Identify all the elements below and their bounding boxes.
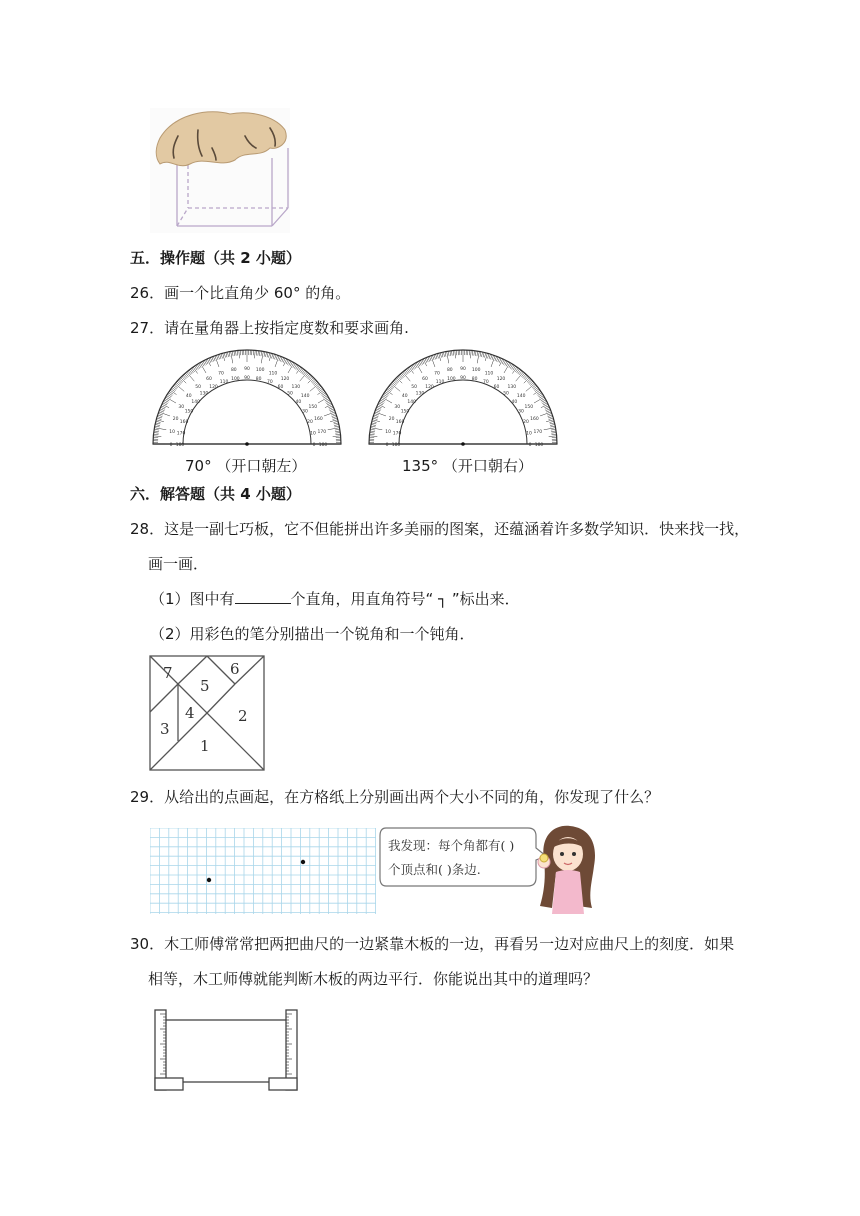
svg-text:50: 50 <box>411 384 418 390</box>
svg-text:0: 0 <box>312 443 316 448</box>
protractor-1-caption: 70° （开口朝左） <box>185 457 307 475</box>
tangram-label-6: 6 <box>230 660 240 678</box>
svg-text:140: 140 <box>191 399 200 405</box>
question-28-line1: 28．这是一副七巧板，它不但能拼出许多美丽的图案，还蕴涵着许多数学知识．快来找一找， <box>130 520 750 538</box>
svg-text:170: 170 <box>392 431 402 437</box>
svg-text:20: 20 <box>388 417 395 423</box>
svg-text:120: 120 <box>425 384 434 390</box>
svg-text:60: 60 <box>277 384 284 390</box>
tangram-label-5: 5 <box>200 677 210 695</box>
svg-text:40: 40 <box>295 399 302 405</box>
svg-text:10: 10 <box>385 429 392 435</box>
section-6-title: 六．解答题（共 4 小题） <box>130 485 301 503</box>
answer-blank[interactable] <box>235 589 291 604</box>
question-27: 27．请在量角器上按指定度数和要求画角. <box>130 319 409 337</box>
svg-text:70: 70 <box>483 380 489 386</box>
svg-text:110: 110 <box>435 380 445 386</box>
svg-text:170: 170 <box>533 429 543 435</box>
question-28-sub2: （2）用彩色的笔分别描出一个锐角和一个钝角． <box>150 625 475 643</box>
question-29: 29．从给出的点画起，在方格纸上分别画出两个大小不同的角，你发现了什么？ <box>130 788 660 806</box>
svg-text:70: 70 <box>218 371 224 377</box>
svg-text:90: 90 <box>244 367 250 372</box>
section-5-title: 五．操作题（共 2 小题） <box>130 249 301 267</box>
svg-text:60: 60 <box>422 377 428 383</box>
svg-text:100: 100 <box>447 377 456 383</box>
covered-box-image <box>150 108 290 233</box>
tangram-label-3: 3 <box>160 720 170 738</box>
svg-text:10: 10 <box>310 431 316 437</box>
svg-text:60: 60 <box>493 384 500 390</box>
svg-text:30: 30 <box>518 409 524 415</box>
svg-text:50: 50 <box>503 391 509 397</box>
svg-text:110: 110 <box>219 380 229 386</box>
svg-text:30: 30 <box>394 405 401 410</box>
svg-text:50: 50 <box>287 391 293 397</box>
svg-text:150: 150 <box>400 409 410 415</box>
bubble-line-2: 个顶点和( )条边. <box>388 862 481 877</box>
question-26: 26．画一个比直角少 60° 的角。 <box>130 284 351 302</box>
svg-text:30: 30 <box>302 409 308 415</box>
start-point-1 <box>207 878 211 882</box>
svg-text:120: 120 <box>280 377 290 383</box>
protractor-2 <box>366 342 561 448</box>
svg-text:140: 140 <box>407 399 416 405</box>
svg-text:120: 120 <box>496 377 506 383</box>
svg-text:170: 170 <box>176 431 186 437</box>
svg-text:140: 140 <box>300 394 310 400</box>
svg-text:50: 50 <box>195 384 202 390</box>
svg-text:70: 70 <box>267 380 273 386</box>
svg-text:150: 150 <box>308 405 318 410</box>
tangram-label-7: 7 <box>163 664 173 682</box>
svg-text:80: 80 <box>446 368 453 374</box>
svg-text:180: 180 <box>175 443 185 448</box>
svg-text:20: 20 <box>307 420 313 426</box>
svg-text:90: 90 <box>460 367 466 372</box>
svg-text:40: 40 <box>401 394 408 400</box>
svg-text:80: 80 <box>255 377 262 383</box>
svg-text:20: 20 <box>172 417 179 423</box>
svg-text:0: 0 <box>385 443 389 448</box>
svg-text:100: 100 <box>255 368 265 374</box>
svg-text:90: 90 <box>460 376 466 381</box>
tangram-figure <box>148 654 266 772</box>
svg-text:180: 180 <box>318 443 328 448</box>
svg-text:70: 70 <box>434 371 440 377</box>
grid-paper[interactable] <box>150 828 376 914</box>
svg-text:130: 130 <box>507 384 517 390</box>
sub1-suffix: 个直角，用直角符号“ ┐ ”标出来． <box>290 590 520 608</box>
tangram-label-1: 1 <box>200 737 210 755</box>
svg-text:40: 40 <box>185 394 192 400</box>
svg-text:10: 10 <box>526 431 532 437</box>
protractor-1 <box>150 342 345 448</box>
svg-text:120: 120 <box>209 384 218 390</box>
svg-text:110: 110 <box>268 371 278 377</box>
svg-text:10: 10 <box>169 429 176 435</box>
tangram-label-4: 4 <box>185 704 195 722</box>
svg-text:110: 110 <box>484 371 494 377</box>
svg-text:0: 0 <box>528 443 532 448</box>
protractor-2-caption: 135° （开口朝右） <box>402 457 533 475</box>
svg-text:180: 180 <box>534 443 544 448</box>
svg-text:30: 30 <box>178 405 185 410</box>
tangram-label-2: 2 <box>238 707 248 725</box>
board-with-squares <box>150 1006 302 1096</box>
svg-text:90: 90 <box>244 376 250 381</box>
svg-text:100: 100 <box>231 377 240 383</box>
svg-text:160: 160 <box>395 420 405 426</box>
question-28-line2: 画一画． <box>148 555 209 573</box>
svg-text:160: 160 <box>179 420 189 426</box>
svg-text:40: 40 <box>511 399 518 405</box>
svg-text:180: 180 <box>391 443 401 448</box>
question-28-sub1 <box>150 589 520 609</box>
svg-text:150: 150 <box>184 409 194 415</box>
sub1-prefix: （1）图中有 <box>150 590 235 608</box>
svg-text:0: 0 <box>169 443 173 448</box>
svg-text:140: 140 <box>516 394 526 400</box>
svg-text:80: 80 <box>471 377 478 383</box>
start-point-2 <box>301 860 305 864</box>
svg-text:130: 130 <box>199 391 209 397</box>
question-30-line2: 相等，木工师傅就能判断木板的两边平行．你能说出其中的道理吗？ <box>148 970 599 988</box>
girl-illustration <box>532 822 602 916</box>
svg-text:80: 80 <box>230 368 237 374</box>
svg-text:60: 60 <box>206 377 212 383</box>
svg-text:130: 130 <box>415 391 425 397</box>
svg-text:150: 150 <box>524 405 534 410</box>
svg-text:160: 160 <box>314 417 323 423</box>
svg-text:100: 100 <box>471 368 481 374</box>
svg-text:20: 20 <box>523 420 529 426</box>
svg-text:160: 160 <box>530 417 539 423</box>
bubble-line-1: 我发现：每个角都有( ) <box>388 838 515 853</box>
svg-text:170: 170 <box>317 429 327 435</box>
question-30-line1: 30．木工师傅常常把两把曲尺的一边紧靠木板的一边，再看另一边对应曲尺上的刻度．如果 <box>130 935 735 953</box>
svg-text:130: 130 <box>291 384 301 390</box>
